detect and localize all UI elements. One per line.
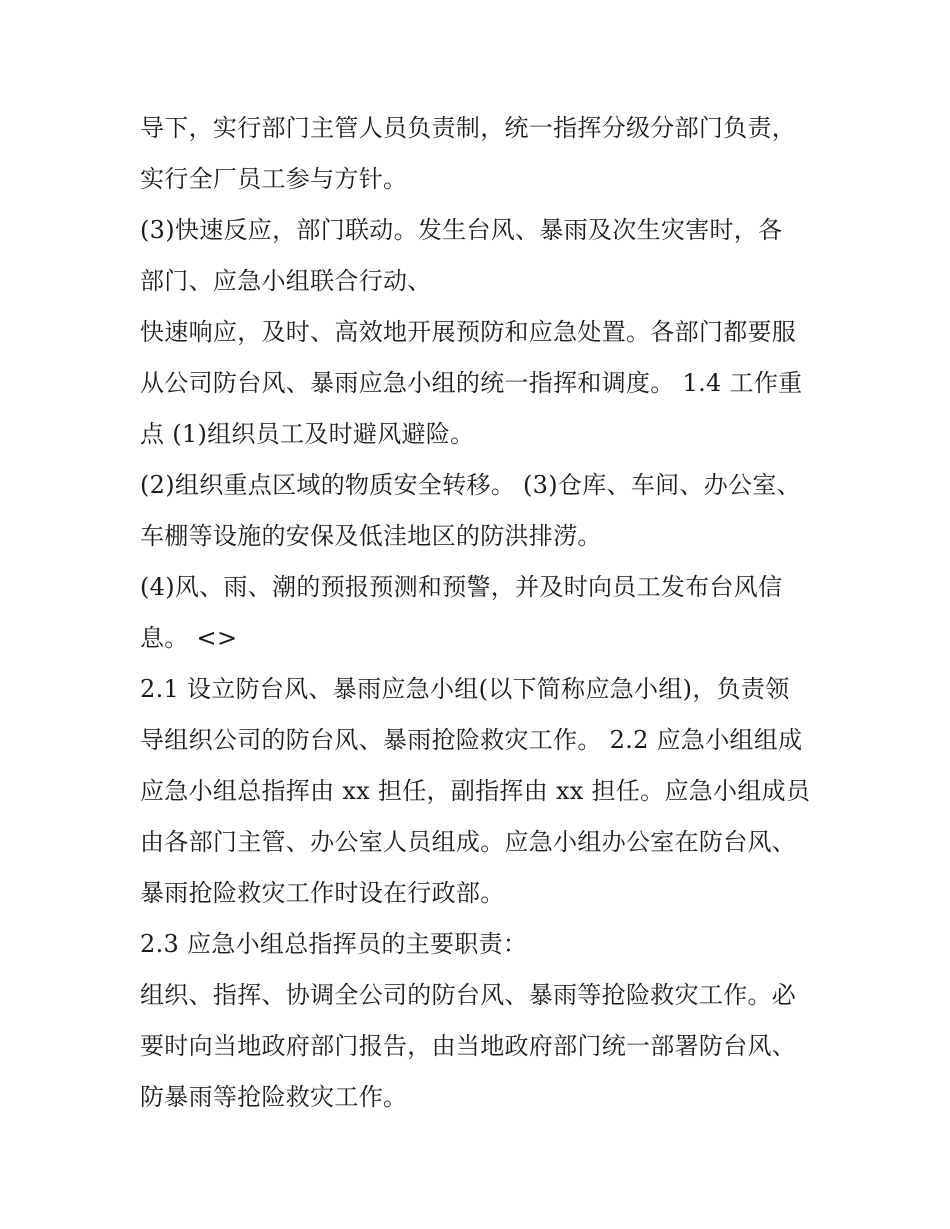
text-line: 组织、指挥、协调全公司的防台风、暴雨等抢险救灾工作。必 (140, 981, 797, 1009)
text-line: 防暴雨等抢险救灾工作。 (140, 1083, 408, 1111)
text-line: 导组织公司的防台风、暴雨抢险救灾工作。 2.2 应急小组组成 (140, 726, 803, 754)
text-line: 要时向当地政府部门报告，由当地政府部门统一部署防台风、 (140, 1032, 797, 1060)
text-line: 应急小组总指挥由 xx 担任，副指挥由 xx 担任。应急小组成员 (140, 777, 811, 805)
text-line: 从公司防台风、暴雨应急小组的统一指挥和调度。 1.4 工作重 (140, 369, 803, 397)
text-line: 车棚等设施的安保及低洼地区的防洪排涝。 (140, 522, 602, 550)
text-line: 部门、应急小组联合行动、 (140, 267, 432, 295)
text-line: 暴雨抢险救灾工作时设在行政部。 (140, 879, 505, 907)
text-line: 2.1 设立防台风、暴雨应急小组(以下简称应急小组)，负责领 (140, 675, 790, 703)
text-line: (2)组织重点区域的物质安全转移。 (3)仓库、车间、办公室、 (140, 471, 801, 499)
text-line: (3)快速反应，部门联动。发生台风、暴雨及次生灾害时，各 (140, 216, 783, 244)
text-line: (4)风、雨、潮的预报预测和预警，并及时向员工发布台风信 (140, 573, 783, 601)
text-line: 点 (1)组织员工及时避风避险。 (140, 420, 475, 448)
text-line: 由各部门主管、办公室人员组成。应急小组办公室在防台风、 (140, 828, 797, 856)
text-line: 导下，实行部门主管人员负责制，统一指挥分级分部门负责， (140, 114, 797, 142)
text-line: 息。 <> (140, 624, 238, 652)
text-line: 快速响应，及时、高效地开展预防和应急处置。各部门都要服 (140, 318, 797, 346)
text-line: 2.3 应急小组总指挥员的主要职责： (140, 930, 528, 958)
document-body (140, 103, 820, 1123)
text-line: 实行全厂员工参与方针。 (140, 165, 408, 193)
